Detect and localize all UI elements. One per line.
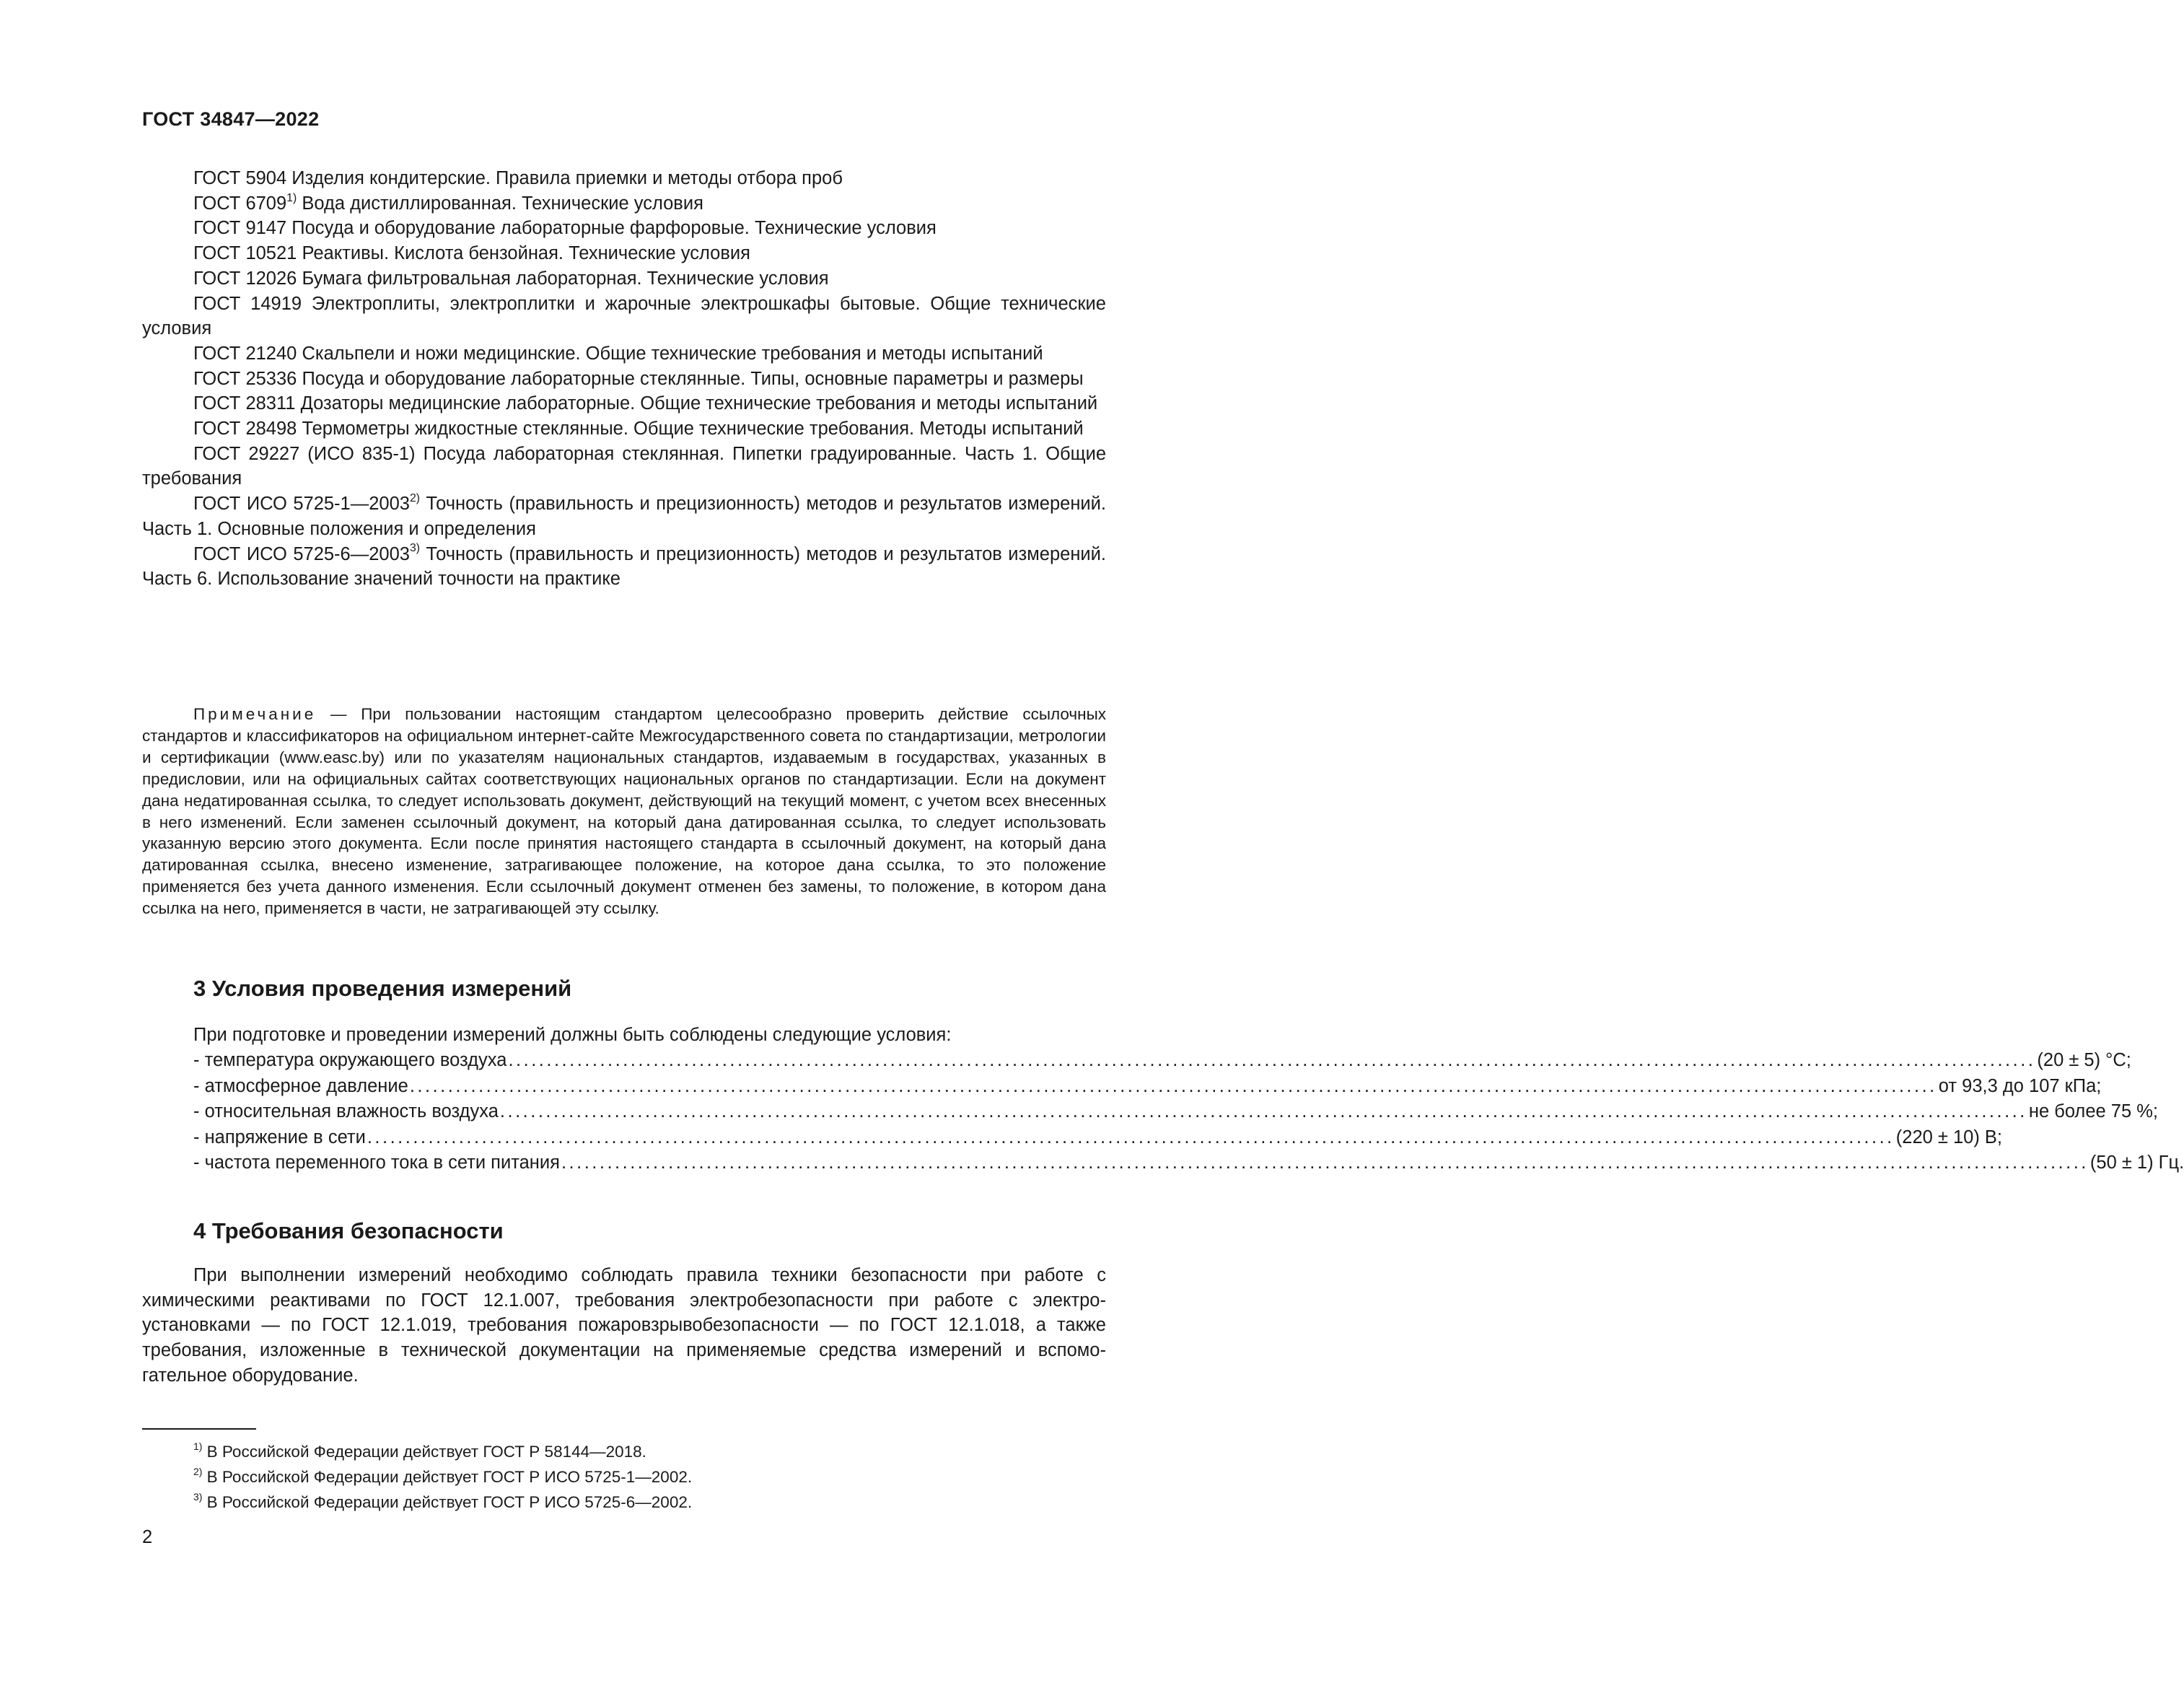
condition-value: от 93,3 до 107 кПа; bbox=[1938, 1075, 2102, 1096]
condition-value: (220 ± 10) В; bbox=[1895, 1127, 2003, 1147]
footnote-text: В Российской Федерации действует ГОСТ Р ИСО 5725-1—2002. bbox=[202, 1468, 693, 1486]
reference-title: Посуда и оборудование лабораторные фарфоровые. Технические условия bbox=[291, 218, 937, 239]
condition-label: - относительная влажность воздуха bbox=[193, 1101, 499, 1121]
section-4-text: При выполнении измерений необходимо соблюдать правила техники безопасности при работе с химическими реактивами по ГОСТ 12.1.007, требования электробезопасности при работе с электроустановками — по ГОСТ 12.1.019, требования пожаровзрывобезопасности — по ГОСТ 12.1.018, а также требования, изложенные в технической документации на применяемые средства измерений и вспомогательное оборудование. bbox=[142, 1265, 1106, 1386]
reference-code: ГОСТ 29227 (ИСО 835-1) bbox=[193, 443, 416, 464]
reference-code: ГОСТ 9147 bbox=[193, 218, 287, 239]
condition-value: не более 75 %; bbox=[2028, 1101, 2158, 1121]
condition-row bbox=[193, 1074, 2102, 1100]
reference-code: ГОСТ 28311 bbox=[193, 393, 296, 414]
section-3-heading: 3 Условия проведения измерений bbox=[193, 976, 572, 1001]
reference-code: ГОСТ 5904 bbox=[193, 168, 287, 188]
dot-leader: ........................................................................................................................................................................................................ bbox=[561, 1153, 2089, 1173]
footnote bbox=[193, 1490, 1106, 1515]
footnote bbox=[193, 1464, 1106, 1490]
footnote-marker: 3) bbox=[409, 542, 421, 555]
reference-code: ГОСТ 10521 bbox=[193, 243, 297, 264]
reference-code: ГОСТ 21240 bbox=[193, 343, 297, 364]
condition-row bbox=[193, 1125, 2003, 1151]
reference-item bbox=[142, 241, 1106, 266]
reference-title: Дозаторы медицинские лабораторные. Общие технические требования и методы испытаний bbox=[300, 393, 1098, 414]
reference-title: Бумага фильтровальная лабораторная. Технические условия bbox=[302, 268, 829, 289]
condition-label: - напряжение в сети bbox=[193, 1127, 366, 1147]
reference-code: ГОСТ 28498 bbox=[193, 419, 297, 440]
reference-item bbox=[142, 266, 1106, 292]
reference-item bbox=[142, 292, 1106, 341]
condition-label: - атмосферное давление bbox=[193, 1075, 408, 1096]
footnote-marker: 1) bbox=[286, 191, 297, 204]
footnote-marker: 2) bbox=[409, 492, 421, 505]
reference-item bbox=[142, 542, 1106, 592]
reference-item bbox=[142, 491, 1106, 541]
condition-row bbox=[193, 1150, 2184, 1176]
footnotes-list bbox=[193, 1439, 1106, 1515]
footnote-separator bbox=[142, 1428, 256, 1430]
section-4-heading: 4 Требования безопасности bbox=[193, 1218, 504, 1243]
dot-leader: ........................................................................................................................................................................................................ bbox=[508, 1050, 2036, 1070]
normative-references-list bbox=[142, 166, 1106, 592]
condition-value: (20 ± 5) °С; bbox=[2037, 1050, 2131, 1070]
references-note bbox=[142, 704, 1106, 919]
condition-row bbox=[193, 1048, 2131, 1074]
reference-title: Посуда и оборудование лабораторные стеклянные. Типы, основные параметры и размеры bbox=[302, 368, 1084, 389]
reference-title: Реактивы. Кислота бензойная. Технические условия bbox=[302, 243, 750, 264]
reference-item bbox=[142, 367, 1106, 392]
reference-title: Точность (правильность и прецизионность) методов и результатов измерений. Часть 6. Использование значений точности на практике bbox=[142, 543, 1106, 590]
reference-code: ГОСТ ИСО 5725-6—2003 bbox=[193, 543, 410, 564]
condition-label: - температура окружающего воздуха bbox=[193, 1050, 507, 1070]
page-number: 2 bbox=[142, 1527, 153, 1547]
reference-item bbox=[142, 166, 1106, 191]
document-code-header: ГОСТ 34847—2022 bbox=[142, 108, 320, 130]
reference-code: ГОСТ 6709 bbox=[193, 193, 287, 214]
reference-code: ГОСТ ИСО 5725-1—2003 bbox=[193, 494, 410, 515]
condition-row bbox=[193, 1099, 2158, 1125]
dot-leader: ........................................................................................................................................................................................................ bbox=[409, 1075, 1937, 1096]
dot-leader: ........................................................................................................................................................................................................ bbox=[499, 1101, 2027, 1121]
footnote-mark: 1) bbox=[193, 1440, 203, 1453]
footnote-text: В Российской Федерации действует ГОСТ Р 58144—2018. bbox=[202, 1443, 646, 1461]
reference-title: Электроплиты, электроплитки и жарочные электрошкафы бытовые. Общие технические условия bbox=[142, 293, 1106, 339]
reference-title: Изделия кондитерские. Правила приемки и методы отбора проб bbox=[291, 168, 843, 188]
reference-title: Вода дистиллированная. Технические условия bbox=[302, 193, 703, 214]
section-3-intro: При подготовке и проведении измерений должны быть соблюдены следующие условия: bbox=[193, 1025, 952, 1045]
measurement-conditions-list bbox=[193, 1048, 2184, 1176]
reference-item bbox=[142, 216, 1106, 241]
reference-title: Термометры жидкостные стеклянные. Общие технические требования. Методы испытаний bbox=[302, 419, 1084, 440]
reference-item bbox=[142, 442, 1106, 491]
reference-code: ГОСТ 14919 bbox=[193, 293, 302, 314]
reference-title: Точность (правильность и прецизионность) методов и результатов измерений. Часть 1. Основные положения и определения bbox=[142, 494, 1106, 539]
reference-item bbox=[142, 341, 1106, 367]
footnote-text: В Российской Федерации действует ГОСТ Р ИСО 5725-6—2002. bbox=[202, 1493, 693, 1511]
reference-item bbox=[142, 416, 1106, 442]
reference-item bbox=[142, 191, 1106, 217]
reference-code: ГОСТ 25336 bbox=[193, 368, 297, 389]
condition-value: (50 ± 1) Гц. bbox=[2089, 1153, 2184, 1173]
reference-title: Посуда лабораторная стеклянная. Пипетки градуированные. Часть 1. Общие требования bbox=[142, 443, 1106, 489]
footnote-mark: 2) bbox=[193, 1466, 203, 1478]
condition-label: - частота переменного тока в сети питания bbox=[193, 1153, 560, 1173]
note-label: Примечание bbox=[193, 705, 317, 723]
reference-title: Скальпели и ножи медицинские. Общие технические требования и методы испытаний bbox=[302, 343, 1043, 364]
reference-code: ГОСТ 12026 bbox=[193, 268, 297, 289]
reference-item bbox=[142, 391, 1106, 416]
footnote bbox=[193, 1439, 1106, 1464]
footnote-mark: 3) bbox=[193, 1491, 203, 1503]
dot-leader: ........................................................................................................................................................................................................ bbox=[367, 1127, 1895, 1147]
note-text: — При пользовании настоящим стандартом целесообразно проверить действие ссылочных стандартов и классификаторов на официальном интернет-сайте Межгосударственного совета по стандартизации, метрологии и сертификации (www.easc.by) или по указателям национальных стандартов, издаваемым в государствах, указанных в предисловии, или на официальных сайтах соответствующих национальных органов по стандартизации. Если на документ дана недатированная ссылка, то следует использовать документ, действующий на текущий момент, с учетом всех внесенных в него изменений. Если заменен ссылочный документ, на который дана датированная ссылка, то следует использовать указанную версию этого документа. Если после принятия настоящего стандарта в ссылочный документ, на который дана датированная ссылка, внесено изменение, затрагивающее положение, на которое дана ссылка, то это положение применяется без учета данного изменения. Если ссылочный документ отменен без замены, то положение, в котором дана ссылка на него, применяется в части, не затрагивающей эту ссылку. bbox=[142, 705, 1106, 918]
